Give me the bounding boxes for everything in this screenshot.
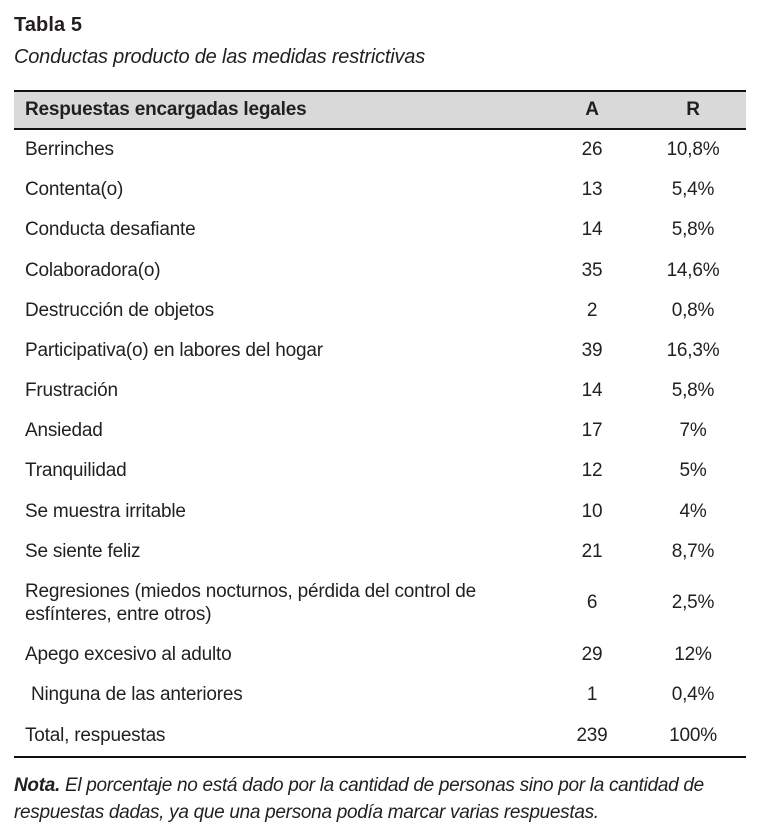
table-row [14, 210, 746, 250]
row-a-cell: 39 [581, 339, 603, 361]
row-a-cell: 10 [581, 500, 603, 522]
column-header-a: A [585, 99, 599, 120]
row-label-cell: Apego excesivo al adulto [25, 644, 232, 666]
row-a-cell: 21 [581, 540, 603, 562]
table-row [14, 129, 746, 170]
row-label-cell: Ansiedad [25, 420, 103, 442]
row-r-cell: 0,4% [671, 684, 715, 706]
row-a-cell: 14 [581, 219, 603, 241]
column-header-r: R [686, 99, 700, 120]
row-r-cell: 0,8% [671, 299, 715, 321]
row-label-cell: Contenta(o) [25, 179, 124, 201]
note-text: El porcentaje no está dado por la cantidad de personas sino por la cantidad de respuestas dadas, ya que una persona podía marcar varias respuestas. [14, 774, 704, 823]
column-header-respuestas: Respuestas encargadas legales [25, 99, 307, 120]
table-row [14, 572, 746, 635]
data-table [14, 90, 746, 758]
row-r-cell: 16,3% [666, 339, 720, 361]
total-row [14, 716, 746, 757]
row-label-cell: Regresiones (miedos nocturnos, pérdida del control de esfínteres, entre otros) [25, 580, 476, 626]
table-row [14, 635, 746, 675]
row-r-cell: 5% [679, 460, 707, 482]
row-label-cell: Total, respuestas [25, 724, 166, 746]
row-a-cell: 12 [581, 460, 603, 482]
row-label-cell: Se siente feliz [25, 540, 141, 562]
row-a-cell: 17 [581, 420, 603, 442]
row-r-cell: 8,7% [671, 540, 715, 562]
row-r-cell: 14,6% [666, 259, 720, 281]
row-label-cell: Frustración [25, 380, 118, 402]
row-a-cell: 26 [581, 139, 603, 160]
row-r-cell: 12% [674, 644, 712, 666]
row-a-cell: 13 [581, 179, 603, 201]
table-row [14, 532, 746, 572]
table-row [14, 291, 746, 331]
header-row [14, 91, 746, 129]
row-label-cell: Conducta desafiante [25, 219, 196, 241]
row-r-cell: 4% [679, 500, 707, 522]
row-a-cell: 14 [581, 380, 603, 402]
row-label-cell: Se muestra irritable [25, 500, 186, 522]
row-r-cell: 100% [669, 724, 717, 746]
row-a-cell: 35 [581, 259, 603, 281]
row-a-cell: 2 [586, 299, 598, 321]
table-row [14, 451, 746, 491]
table-title: Conductas producto de las medidas restrictivas [14, 46, 426, 68]
row-label-cell: Colaboradora(o) [25, 259, 161, 281]
row-label-cell: Participativa(o) en labores del hogar [25, 339, 323, 361]
row-r-cell: 5,8% [671, 380, 715, 402]
table-row [14, 675, 746, 715]
table-note [14, 773, 746, 827]
row-r-cell: 7% [679, 420, 707, 442]
row-label-cell: Ninguna de las anteriores [31, 684, 243, 706]
table-row [14, 331, 746, 371]
table-row [14, 492, 746, 532]
row-a-cell: 6 [586, 592, 598, 614]
table-row [14, 251, 746, 291]
row-r-cell: 10,8% [666, 139, 720, 160]
row-r-cell: 5,8% [671, 219, 715, 241]
table-row [14, 371, 746, 411]
table-row [14, 170, 746, 210]
row-r-cell: 5,4% [671, 179, 715, 201]
row-label-cell: Berrinches [25, 139, 114, 160]
row-label-cell: Destrucción de objetos [25, 299, 214, 321]
row-a-cell: 239 [576, 724, 608, 746]
row-label-cell: Tranquilidad [25, 460, 127, 482]
table-number: Tabla 5 [14, 14, 83, 36]
table-row [14, 411, 746, 451]
row-r-cell: 2,5% [671, 592, 715, 614]
table-body [14, 129, 746, 757]
note-label: Nota. [14, 774, 61, 796]
row-a-cell: 1 [586, 684, 598, 706]
row-a-cell: 29 [581, 644, 603, 666]
